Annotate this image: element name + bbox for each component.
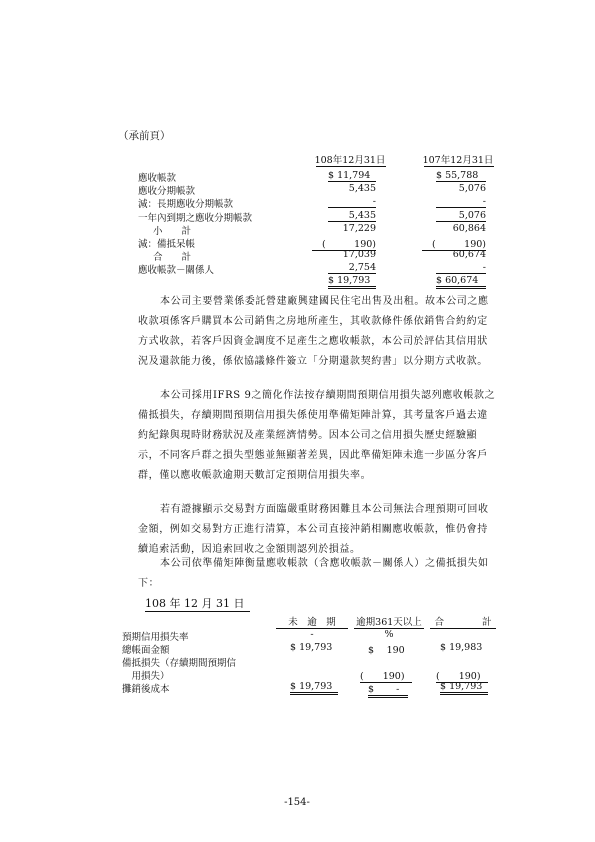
ar-row-v2: 60,674	[452, 249, 486, 260]
page-number: -154-	[284, 797, 310, 808]
aging-row-v2: $ 190	[368, 645, 405, 656]
aging-row-v3: $ 19,793	[440, 681, 488, 695]
aging-row-label: 用損失）	[122, 671, 170, 682]
paragraph-matrix-intro	[138, 554, 498, 594]
ar-row-v2: -	[436, 196, 486, 208]
ar-row-v1: ( 190)	[312, 236, 376, 251]
ar-header-2018: 107年12月31日	[422, 155, 494, 166]
aging-header-over-361: 逾期361天以上	[354, 614, 424, 629]
aging-row-v2: ( 190)	[360, 668, 412, 683]
ar-row-label: 應收分期帳款	[138, 186, 196, 197]
ar-row-label: 應收帳款	[138, 173, 177, 184]
paragraph-text: 本公司採用IFRS 9之簡化作法按存續期間預期信用損失認列應收帳款之備抵損失，存續期間預期信用損失係使用準備矩陣計算，其考量客戶過去違約紀錄與現時財務狀況及產業經濟情勢。因本公司之信用損失歷史經驗顯示，不同客戶群之損失型態並無顯著差異，因此準備矩陣未進一步區分客戶群，僅以應收帳款逾期天數訂定預期信用損失率。	[138, 390, 496, 481]
ar-row-v2: 60,864	[452, 223, 486, 234]
aging-row-v1: $ 19,793	[290, 681, 338, 695]
aging-row-label: 總帳面金額	[122, 645, 170, 656]
paragraph-writeoff	[138, 500, 498, 560]
aging-row-v3: $ 19,983	[440, 642, 483, 653]
ar-row-v1: 5,435	[328, 210, 376, 222]
ar-row-v1: -	[328, 196, 376, 208]
aging-row-v3: ( 190)	[436, 668, 488, 683]
ar-row-v2: ( 190)	[422, 236, 486, 251]
ar-row-v1: 5,435	[348, 183, 376, 194]
aging-row-label: 預期信用損失率	[122, 632, 189, 643]
aging-row-label: 備抵損失（存續期間預期信	[122, 658, 237, 669]
ar-header-rule-2019	[316, 166, 386, 167]
paragraph-text: 若有證據顯示交易對方面臨嚴重財務困難且本公司無法合理預期可回收金額，例如交易對方正進行清算，本公司直接沖銷相關應收帳款，惟仍會持續追索活動，因追索回收之金額則認列於損益。	[138, 504, 489, 555]
ar-header-2019: 108年12月31日	[314, 155, 386, 166]
ar-header-rule-2018	[424, 166, 494, 167]
ar-total-v1: $ 19,793	[328, 275, 376, 289]
aging-table-date: 108 年 12 月 31 日	[145, 595, 250, 612]
ar-row-label: 應收帳款－關係人	[138, 265, 215, 276]
ar-total-v2: $ 60,674	[436, 275, 486, 289]
paragraph-business	[138, 292, 498, 372]
ar-row-v1: $ 11,794	[328, 170, 376, 182]
ar-row-v2: 5,076	[436, 210, 486, 222]
aging-row-v1: -	[310, 629, 314, 640]
aging-row-v1: $ 19,793	[290, 642, 333, 653]
ar-row-label: 一年內到期之應收分期帳款	[138, 213, 253, 224]
ar-row-label: 合 計	[153, 252, 192, 263]
aging-header-not-due: 未 逾 期	[276, 614, 348, 629]
aging-row-label: 攤銷後成本	[122, 684, 170, 695]
ar-row-v2: 5,076	[458, 183, 486, 194]
ar-row-v1: 17,229	[342, 223, 376, 234]
aging-row-v2: %	[384, 629, 394, 640]
ar-row-v1: 2,754	[328, 262, 376, 274]
ar-row-v1: 17,039	[342, 249, 376, 260]
aging-row-v2: $ -	[368, 681, 408, 698]
ar-row-v2: -	[436, 262, 486, 274]
ar-row-label: 小 計	[153, 226, 192, 237]
ar-row-label: 減：備抵呆帳	[138, 239, 196, 250]
paragraph-ifrs9	[138, 386, 498, 486]
aging-header-total: 合 計	[430, 614, 496, 629]
paragraph-text: 本公司主要營業係委託營建廠興建國民住宅出售及出租。故本公司之應收款項係客戶購買本公司銷售之房地所產生，其收款條件係依銷售合約約定方式收款，若客戶因資金調度不足產生之應收帳款，本公司於評估其信用狀況及還款能力後，係依協議條件簽立「分期還款契約書」以分期方式收款。	[138, 296, 489, 367]
ar-row-label: 減：長期應收分期帳款	[138, 199, 234, 210]
continued-label: （承前頁）	[118, 130, 171, 142]
paragraph-text: 本公司依準備矩陣衡量應收帳款（含應收帳款－關係人）之備抵損失如下：	[138, 558, 489, 589]
ar-row-v2: $ 55,788	[436, 170, 486, 182]
